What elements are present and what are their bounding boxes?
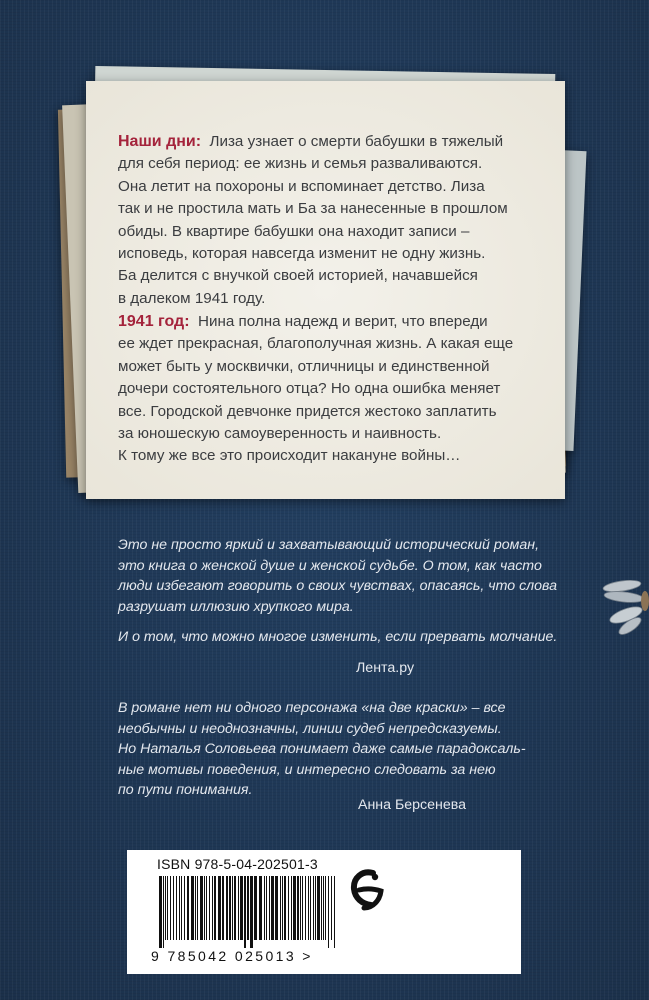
synopsis-line: Лиза узнает о смерти бабушки в тяжелый: [209, 133, 504, 150]
review-line: по пути понимания.: [118, 782, 253, 799]
publisher-logo-icon: [347, 864, 387, 914]
review-line: это книга о женской душе и женской судьбе. О том, как часто: [118, 557, 542, 574]
barcode-bar: [269, 876, 270, 940]
synopsis-line: Она летит на похороны и вспоминает детство. Лиза: [118, 177, 485, 195]
barcode-bar: [315, 876, 316, 940]
barcode-bar: [179, 876, 180, 940]
isbn-label: ISBN 978-5-04-202501-3: [157, 856, 318, 872]
barcode-digits: 9 785042 025013 >: [151, 948, 313, 964]
barcode-icon: [157, 876, 337, 948]
barcode-bar: [187, 876, 189, 940]
barcode-bar: [308, 876, 309, 940]
barcode-bar: [297, 876, 299, 940]
barcode-bar: [310, 876, 311, 940]
barcode-bar: [209, 876, 210, 940]
synopsis-part2-label: 1941 год:: [118, 313, 190, 330]
synopsis-line: может быть у москвички, отличницы и единственной: [118, 357, 490, 375]
barcode-bar: [259, 876, 262, 940]
synopsis-line: все. Городской девчонке придется жестоко заплатить: [118, 402, 497, 420]
review-line: В романе нет ни одного персонажа «на две краски» – все: [118, 700, 506, 716]
barcode-bar: [165, 876, 166, 940]
barcode-bar: [300, 876, 301, 940]
barcode-bar: [222, 876, 224, 940]
barcode-bar: [313, 876, 314, 940]
review-quote-1: [118, 535, 558, 617]
barcode-bar: [331, 876, 332, 940]
barcode-bar: [325, 876, 326, 940]
review-line: Это не просто яркий и захватывающий исторический роман,: [118, 537, 540, 553]
review-author-bersenева: Анна Берсенева: [358, 797, 467, 813]
barcode-bar: [264, 876, 265, 940]
review-quote-2: [118, 698, 528, 801]
synopsis-line: Нина полна надежд и верит, что впереди: [198, 313, 488, 330]
synopsis-part2: [118, 311, 548, 468]
barcode-bar: [204, 876, 205, 940]
barcode-bar: [317, 876, 320, 940]
barcode-bar: [244, 876, 246, 948]
barcode-bar: [176, 876, 177, 940]
synopsis-line: обиды. В квартире бабушки она находит записи –: [118, 222, 470, 240]
review-line: люди избегают говорить о своих чувствах, опасаясь, что слова: [118, 578, 558, 595]
synopsis-line: исповедь, которая навсегда изменит не одну жизнь.: [118, 245, 486, 263]
barcode-bar: [234, 876, 236, 940]
barcode-bar: [195, 876, 196, 940]
barcode-bar: [232, 876, 233, 940]
barcode-bar: [250, 876, 253, 948]
synopsis-line: в далеком 1941 году.: [118, 289, 266, 307]
barcode-bar: [159, 876, 162, 948]
barcode-bar: [328, 876, 329, 948]
barcode-bar: [288, 876, 289, 940]
barcode-bar: [238, 876, 239, 940]
barcode-bar: [163, 876, 164, 948]
review-line: разрушат иллюзию хрупкого мира.: [118, 598, 354, 615]
barcode-bar: [206, 876, 207, 940]
barcode-bar: [191, 876, 194, 940]
synopsis-line: ее ждет прекрасная, благополучная жизнь. А какая еще: [118, 335, 514, 353]
review-line: необычны и неоднозначны, линии судеб непредсказуемы.: [118, 720, 502, 737]
barcode-bar: [323, 876, 324, 940]
barcode-bar: [293, 876, 296, 940]
synopsis-line: К тому же все это происходит накануне войны…: [118, 447, 461, 465]
synopsis-line: Ба делится с внучкой своей историей, начавшейся: [118, 267, 478, 285]
barcode-bar: [167, 876, 168, 940]
synopsis-line: дочери состоятельного отца? Но одна ошибка меняет: [118, 380, 501, 398]
barcode-bar: [284, 876, 286, 940]
barcode-bar: [254, 876, 257, 940]
review-quote-1-conclusion: [118, 627, 558, 648]
barcode-bar: [212, 876, 213, 940]
barcode-bar: [240, 876, 243, 940]
barcode-bar: [170, 876, 171, 940]
synopsis-line: для себя период: ее жизнь и семья разваливаются.: [118, 155, 483, 173]
barcode-bar: [173, 876, 174, 940]
review-line: И о том, что можно многое изменить, если прервать молчание.: [118, 629, 558, 645]
barcode-bar: [280, 876, 281, 940]
review-line: Но Наталья Соловьева понимает даже самые парадоксаль-: [118, 741, 526, 758]
barcode-bar: [197, 876, 198, 940]
barcode-bar: [305, 876, 306, 940]
barcode-panel: [127, 850, 521, 974]
barcode-bar: [334, 876, 335, 948]
barcode-bar: [181, 876, 182, 940]
barcode-bar: [229, 876, 231, 940]
synopsis-line: за юношескую самоуверенность и наивность.: [118, 425, 442, 443]
barcode-bar: [226, 876, 228, 940]
barcode-bar: [275, 876, 278, 940]
synopsis-part1: [118, 131, 548, 310]
barcode-bar: [214, 876, 216, 940]
barcode-bar: [184, 876, 185, 940]
barcode-bar: [266, 876, 267, 940]
barcode-bar: [282, 876, 283, 940]
barcode-bar: [291, 876, 292, 940]
barcode-bar: [302, 876, 303, 940]
review-line: ные мотивы поведения, и интересно следовать за нею: [118, 761, 496, 778]
barcode-bar: [200, 876, 203, 940]
barcode-bar: [247, 876, 249, 940]
dragonfly-icon: [602, 577, 649, 635]
review-source-lenta: Лента.ру: [356, 660, 415, 676]
barcode-bar: [321, 876, 322, 940]
barcode-bar: [271, 876, 274, 940]
synopsis-part1-label: Наши дни:: [118, 133, 202, 150]
barcode-bar: [218, 876, 221, 940]
synopsis-line: так и не простила мать и Ба за нанесенные в прошлом: [118, 200, 508, 218]
